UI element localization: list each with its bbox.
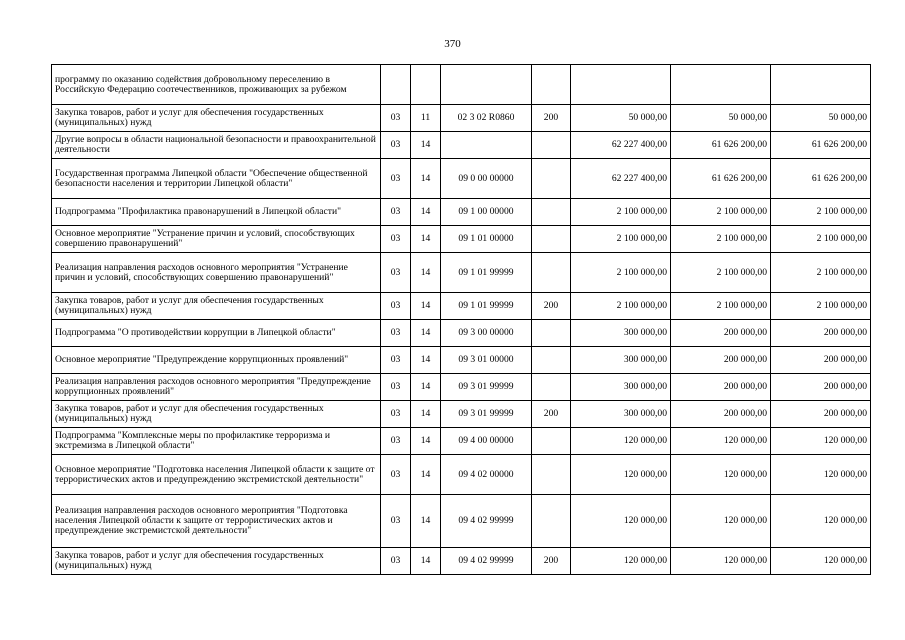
section-code-cell: 03 bbox=[381, 428, 411, 455]
amount-3-cell: 120 000,00 bbox=[771, 428, 871, 455]
subsection-code-cell: 14 bbox=[411, 159, 441, 199]
amount-2-cell: 2 100 000,00 bbox=[671, 199, 771, 226]
section-code-cell: 03 bbox=[381, 199, 411, 226]
table-row bbox=[52, 320, 871, 347]
section-code-cell: 03 bbox=[381, 320, 411, 347]
row-name-cell: Другие вопросы в области национальной безопасности и правоохранительной деятельности bbox=[52, 132, 381, 159]
subsection-code-cell: 14 bbox=[411, 495, 441, 548]
expense-type-cell bbox=[532, 320, 571, 347]
amount-1-cell: 62 227 400,00 bbox=[571, 132, 671, 159]
table-row bbox=[52, 401, 871, 428]
section-code-cell: 03 bbox=[381, 293, 411, 320]
amount-2-cell: 61 626 200,00 bbox=[671, 159, 771, 199]
table-row bbox=[52, 548, 871, 575]
amount-3-cell: 61 626 200,00 bbox=[771, 132, 871, 159]
subsection-code-cell: 14 bbox=[411, 401, 441, 428]
table-row bbox=[52, 253, 871, 293]
subsection-code-cell: 14 bbox=[411, 199, 441, 226]
table-row bbox=[52, 374, 871, 401]
subsection-code-cell: 14 bbox=[411, 293, 441, 320]
expense-type-cell: 200 bbox=[532, 105, 571, 132]
row-name-cell: программу по оказанию содействия добровольному переселению в Российскую Федерацию соотечественников, проживающих за рубежом bbox=[52, 65, 381, 105]
amount-1-cell: 300 000,00 bbox=[571, 401, 671, 428]
table-row bbox=[52, 226, 871, 253]
target-article-cell: 09 3 01 00000 bbox=[441, 347, 532, 374]
table-row bbox=[52, 455, 871, 495]
target-article-cell: 09 4 02 99999 bbox=[441, 495, 532, 548]
expense-type-cell: 200 bbox=[532, 548, 571, 575]
expense-type-cell bbox=[532, 428, 571, 455]
table-row bbox=[52, 159, 871, 199]
amount-3-cell bbox=[771, 65, 871, 105]
amount-1-cell: 2 100 000,00 bbox=[571, 253, 671, 293]
amount-2-cell: 2 100 000,00 bbox=[671, 293, 771, 320]
amount-1-cell: 120 000,00 bbox=[571, 455, 671, 495]
expense-type-cell bbox=[532, 65, 571, 105]
row-name-cell: Реализация направления расходов основного мероприятия "Устранение причин и условий, способствующих совершению правонарушений" bbox=[52, 253, 381, 293]
amount-1-cell: 2 100 000,00 bbox=[571, 226, 671, 253]
target-article-cell: 09 0 00 00000 bbox=[441, 159, 532, 199]
amount-3-cell: 120 000,00 bbox=[771, 548, 871, 575]
amount-1-cell: 50 000,00 bbox=[571, 105, 671, 132]
section-code-cell: 03 bbox=[381, 226, 411, 253]
section-code-cell: 03 bbox=[381, 159, 411, 199]
amount-2-cell: 200 000,00 bbox=[671, 401, 771, 428]
amount-1-cell: 300 000,00 bbox=[571, 320, 671, 347]
table-row bbox=[52, 293, 871, 320]
amount-1-cell: 120 000,00 bbox=[571, 495, 671, 548]
expense-type-cell bbox=[532, 495, 571, 548]
amount-3-cell: 2 100 000,00 bbox=[771, 199, 871, 226]
row-name-cell: Реализация направления расходов основного мероприятия "Подготовка населения Липецкой области к защите от террористических актов и предупреждение экстремистской деятельности" bbox=[52, 495, 381, 548]
table-row bbox=[52, 132, 871, 159]
amount-1-cell: 300 000,00 bbox=[571, 374, 671, 401]
row-name-cell: Закупка товаров, работ и услуг для обеспечения государственных (муниципальных) нужд bbox=[52, 548, 381, 575]
amount-3-cell: 200 000,00 bbox=[771, 347, 871, 374]
page-number: 370 bbox=[444, 38, 461, 50]
table-row bbox=[52, 65, 871, 105]
subsection-code-cell: 14 bbox=[411, 253, 441, 293]
section-code-cell: 03 bbox=[381, 132, 411, 159]
section-code-cell: 03 bbox=[381, 105, 411, 132]
amount-3-cell: 61 626 200,00 bbox=[771, 159, 871, 199]
amount-3-cell: 50 000,00 bbox=[771, 105, 871, 132]
amount-2-cell: 61 626 200,00 bbox=[671, 132, 771, 159]
expense-type-cell bbox=[532, 347, 571, 374]
target-article-cell bbox=[441, 65, 532, 105]
amount-1-cell: 120 000,00 bbox=[571, 428, 671, 455]
target-article-cell: 09 1 01 00000 bbox=[441, 226, 532, 253]
subsection-code-cell: 14 bbox=[411, 132, 441, 159]
amount-2-cell: 200 000,00 bbox=[671, 374, 771, 401]
expense-type-cell bbox=[532, 455, 571, 495]
amount-1-cell: 2 100 000,00 bbox=[571, 199, 671, 226]
target-article-cell: 09 3 01 99999 bbox=[441, 374, 532, 401]
table-row bbox=[52, 428, 871, 455]
section-code-cell: 03 bbox=[381, 374, 411, 401]
amount-1-cell: 62 227 400,00 bbox=[571, 159, 671, 199]
subsection-code-cell: 14 bbox=[411, 374, 441, 401]
target-article-cell: 09 4 02 00000 bbox=[441, 455, 532, 495]
amount-2-cell: 200 000,00 bbox=[671, 347, 771, 374]
subsection-code-cell: 14 bbox=[411, 455, 441, 495]
target-article-cell: 09 1 00 00000 bbox=[441, 199, 532, 226]
expense-type-cell bbox=[532, 199, 571, 226]
amount-3-cell: 2 100 000,00 bbox=[771, 253, 871, 293]
target-article-cell: 09 1 01 99999 bbox=[441, 253, 532, 293]
amount-3-cell: 2 100 000,00 bbox=[771, 293, 871, 320]
section-code-cell: 03 bbox=[381, 347, 411, 374]
subsection-code-cell: 14 bbox=[411, 347, 441, 374]
amount-3-cell: 200 000,00 bbox=[771, 374, 871, 401]
section-code-cell: 03 bbox=[381, 548, 411, 575]
subsection-code-cell: 14 bbox=[411, 320, 441, 347]
target-article-cell bbox=[441, 132, 532, 159]
amount-3-cell: 200 000,00 bbox=[771, 320, 871, 347]
target-article-cell: 09 3 00 00000 bbox=[441, 320, 532, 347]
target-article-cell: 02 3 02 R0860 bbox=[441, 105, 532, 132]
section-code-cell: 03 bbox=[381, 455, 411, 495]
expense-type-cell bbox=[532, 226, 571, 253]
expense-type-cell: 200 bbox=[532, 401, 571, 428]
section-code-cell bbox=[381, 65, 411, 105]
subsection-code-cell: 14 bbox=[411, 548, 441, 575]
amount-1-cell: 2 100 000,00 bbox=[571, 293, 671, 320]
amount-1-cell: 120 000,00 bbox=[571, 548, 671, 575]
section-code-cell: 03 bbox=[381, 401, 411, 428]
amount-3-cell: 120 000,00 bbox=[771, 495, 871, 548]
amount-2-cell: 120 000,00 bbox=[671, 495, 771, 548]
row-name-cell: Подпрограмма "Профилактика правонарушений в Липецкой области" bbox=[52, 199, 381, 226]
subsection-code-cell: 11 bbox=[411, 105, 441, 132]
amount-3-cell: 2 100 000,00 bbox=[771, 226, 871, 253]
amount-2-cell: 2 100 000,00 bbox=[671, 253, 771, 293]
expense-type-cell bbox=[532, 253, 571, 293]
expense-type-cell bbox=[532, 159, 571, 199]
target-article-cell: 09 4 00 00000 bbox=[441, 428, 532, 455]
target-article-cell: 09 4 02 99999 bbox=[441, 548, 532, 575]
amount-2-cell bbox=[671, 65, 771, 105]
amount-2-cell: 120 000,00 bbox=[671, 548, 771, 575]
row-name-cell: Закупка товаров, работ и услуг для обеспечения государственных (муниципальных) нужд bbox=[52, 293, 381, 320]
row-name-cell: Закупка товаров, работ и услуг для обеспечения государственных (муниципальных) нужд bbox=[52, 105, 381, 132]
amount-1-cell: 300 000,00 bbox=[571, 347, 671, 374]
row-name-cell: Подпрограмма "Комплексные меры по профилактике терроризма и экстремизма в Липецкой области" bbox=[52, 428, 381, 455]
amount-3-cell: 120 000,00 bbox=[771, 455, 871, 495]
budget-table bbox=[51, 64, 871, 575]
expense-type-cell bbox=[532, 374, 571, 401]
amount-2-cell: 120 000,00 bbox=[671, 428, 771, 455]
row-name-cell: Государственная программа Липецкой области "Обеспечение общественной безопасности населения и территории Липецкой области" bbox=[52, 159, 381, 199]
section-code-cell: 03 bbox=[381, 253, 411, 293]
subsection-code-cell bbox=[411, 65, 441, 105]
amount-2-cell: 120 000,00 bbox=[671, 455, 771, 495]
amount-1-cell bbox=[571, 65, 671, 105]
target-article-cell: 09 1 01 99999 bbox=[441, 293, 532, 320]
row-name-cell: Подпрограмма "О противодействии коррупции в Липецкой области" bbox=[52, 320, 381, 347]
row-name-cell: Основное мероприятие "Устранение причин и условий, способствующих совершению правонарушений" bbox=[52, 226, 381, 253]
section-code-cell: 03 bbox=[381, 495, 411, 548]
row-name-cell: Реализация направления расходов основного мероприятия "Предупреждение коррупционных проявлений" bbox=[52, 374, 381, 401]
target-article-cell: 09 3 01 99999 bbox=[441, 401, 532, 428]
table-row bbox=[52, 105, 871, 132]
row-name-cell: Основное мероприятие "Предупреждение коррупционных проявлений" bbox=[52, 347, 381, 374]
row-name-cell: Закупка товаров, работ и услуг для обеспечения государственных (муниципальных) нужд bbox=[52, 401, 381, 428]
amount-2-cell: 200 000,00 bbox=[671, 320, 771, 347]
row-name-cell: Основное мероприятие "Подготовка населения Липецкой области к защите от террористических актов и предупреждению экстремистской деятельности" bbox=[52, 455, 381, 495]
expense-type-cell bbox=[532, 132, 571, 159]
amount-3-cell: 200 000,00 bbox=[771, 401, 871, 428]
amount-2-cell: 2 100 000,00 bbox=[671, 226, 771, 253]
amount-2-cell: 50 000,00 bbox=[671, 105, 771, 132]
subsection-code-cell: 14 bbox=[411, 428, 441, 455]
table-row bbox=[52, 495, 871, 548]
table-row bbox=[52, 347, 871, 374]
table-row bbox=[52, 199, 871, 226]
expense-type-cell: 200 bbox=[532, 293, 571, 320]
subsection-code-cell: 14 bbox=[411, 226, 441, 253]
